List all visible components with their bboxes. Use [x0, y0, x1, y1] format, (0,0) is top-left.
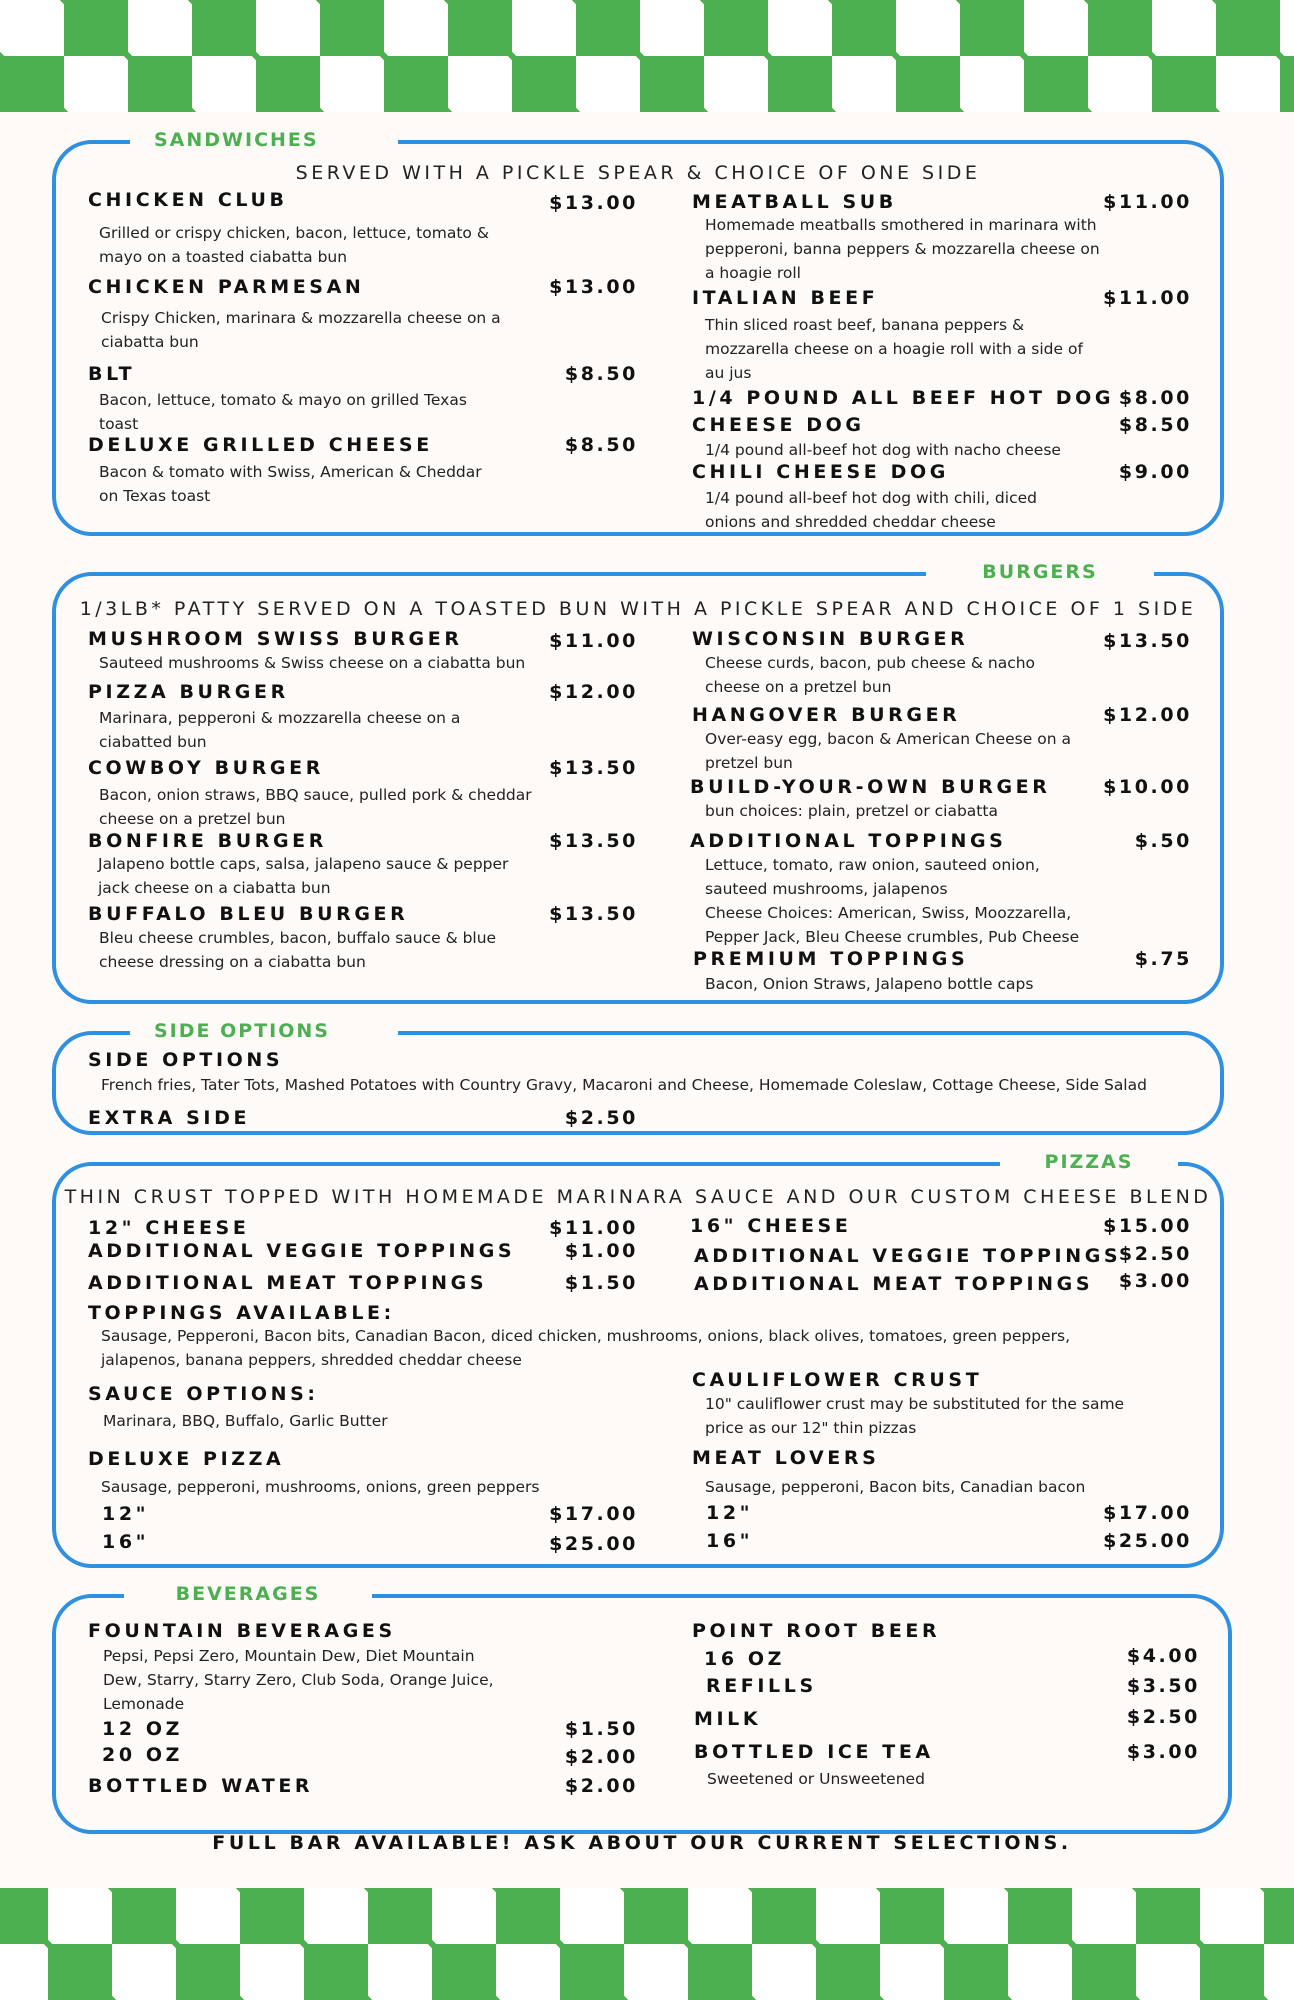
full-bar-notice: FULL BAR AVAILABLE! ASK ABOUT OUR CURRENT SELECTIONS. — [212, 1832, 1072, 1854]
item-description: Marinara, pepperoni & mozzarella cheese on a ciabatted bun — [99, 709, 461, 751]
item-description: Bleu cheese crumbles, bacon, buffalo sauce & blue cheese dressing on a ciabatta bun — [99, 929, 497, 971]
item-price: $8.50 — [1118, 414, 1192, 436]
item-name: CHEESE DOG — [692, 414, 865, 436]
pizza-12-meat-name: ADDITIONAL MEAT TOPPINGS — [88, 1272, 488, 1294]
checkered-border-top — [0, 0, 1294, 112]
item-name: WISCONSIN BURGER — [692, 628, 969, 650]
item-price: $13.00 — [549, 276, 638, 298]
size-12: 12" — [102, 1503, 150, 1525]
item-description: Homemade meatballs smothered in marinara with pepperoni, banna peppers & mozzarella cheese on a hoagie roll — [705, 216, 1100, 282]
pizza-16-veggie-name: ADDITIONAL VEGGIE TOPPINGS — [694, 1245, 1122, 1267]
item-name: BUILD-YOUR-OWN BURGER — [690, 776, 1051, 798]
price-20-oz: $2.00 — [564, 1746, 638, 1768]
pizza-16-veggie-price: $2.50 — [1118, 1243, 1192, 1265]
item-description: Grilled or crispy chicken, bacon, lettuce, tomato & mayo on a toasted ciabatta bun — [99, 224, 489, 266]
item-description: Bacon & tomato with Swiss, American & Cheddar on Texas toast — [99, 463, 482, 505]
item-description: Sauteed mushrooms & Swiss cheese on a ciabatta bun — [99, 654, 526, 672]
section-title: PIZZAS — [1000, 1151, 1178, 1173]
checkered-border-bottom — [0, 1888, 1294, 2000]
item-name: SAUCE OPTIONS: — [88, 1383, 319, 1405]
refills-label: REFILLS — [706, 1675, 817, 1697]
section-title: SIDE OPTIONS — [130, 1020, 398, 1042]
item-description: Thin sliced roast beef, banana peppers & mozzarella cheese on a hoagie roll with a side of au jus — [705, 316, 1083, 382]
item-name: TOPPINGS AVAILABLE: — [88, 1302, 395, 1324]
item-name: DELUXE PIZZA — [88, 1448, 285, 1470]
pizza-12-cheese-price: $11.00 — [549, 1217, 638, 1239]
item-name: HANGOVER BURGER — [692, 704, 961, 726]
item-name: SIDE OPTIONS — [88, 1049, 284, 1071]
item-price: $13.50 — [549, 830, 638, 852]
size-16-oz: 16 OZ — [704, 1648, 785, 1670]
item-description: Marinara, BBQ, Buffalo, Garlic Butter — [103, 1412, 388, 1430]
item-name: MEAT LOVERS — [692, 1447, 880, 1469]
item-name: CAULIFLOWER CRUST — [692, 1369, 983, 1391]
item-price: $13.50 — [549, 757, 638, 779]
item-name: CHICKEN PARMESAN — [88, 276, 365, 298]
item-price: $2.50 — [1126, 1706, 1200, 1728]
item-price: $11.00 — [549, 630, 638, 652]
section-title: SANDWICHES — [130, 129, 398, 151]
pizza-16-meat-name: ADDITIONAL MEAT TOPPINGS — [694, 1273, 1094, 1295]
section-subtitle: 1/3LB* PATTY SERVED ON A TOASTED BUN WITH A PICKLE SPEAR AND CHOICE OF 1 SIDE — [79, 598, 1197, 620]
item-description: bun choices: plain, pretzel or ciabatta — [705, 802, 998, 820]
section-subtitle: THIN CRUST TOPPED WITH HOMEMADE MARINARA SAUCE AND OUR CUSTOM CHEESE BLEND — [64, 1186, 1212, 1208]
pizza-12-cheese-name: 12" CHEESE — [88, 1217, 250, 1239]
item-name: 1/4 POUND ALL BEEF HOT DOG — [692, 387, 1115, 409]
item-description: Pepsi, Pepsi Zero, Mountain Dew, Diet Mountain Dew, Starry, Starry Zero, Club Soda, Orange Juice, Lemonade — [103, 1647, 494, 1713]
item-description: Bacon, onion straws, BBQ sauce, pulled pork & cheddar cheese on a pretzel bun — [99, 786, 532, 828]
item-price: $9.00 — [1118, 461, 1192, 483]
item-price: $.50 — [1134, 830, 1192, 852]
size-16: 16" — [706, 1530, 754, 1552]
item-description: Cheese curds, bacon, pub cheese & nacho cheese on a pretzel bun — [705, 654, 1036, 696]
cheese-choices: Cheese Choices: American, Swiss, Moozzarella, Pepper Jack, Bleu Cheese crumbles, Pub Cheese — [705, 904, 1080, 946]
item-name: BONFIRE BURGER — [88, 830, 327, 852]
item-name: ADDITIONAL TOPPINGS — [690, 830, 1007, 852]
item-name: ITALIAN BEEF — [692, 287, 879, 309]
section-subtitle: SERVED WITH A PICKLE SPEAR & CHOICE OF ONE SIDE — [295, 162, 981, 184]
item-name: MUSHROOM SWISS BURGER — [88, 628, 463, 650]
size-20-oz: 20 OZ — [102, 1744, 183, 1766]
price-refills: $3.50 — [1126, 1675, 1200, 1697]
item-description: Over-easy egg, bacon & American Cheese on a pretzel bun — [705, 730, 1071, 772]
item-name: BUFFALO BLEU BURGER — [88, 903, 409, 925]
item-name: PREMIUM TOPPINGS — [693, 948, 969, 970]
item-name: FOUNTAIN BEVERAGES — [88, 1620, 396, 1642]
item-name: BOTTLED ICE TEA — [694, 1741, 934, 1763]
item-description: Sausage, Pepperoni, Bacon bits, Canadian Bacon, diced chicken, mushrooms, onions, black olives, tomatoes, green peppers, jalapenos, banana peppers, shredded cheddar cheese — [101, 1327, 1071, 1369]
item-price: $.75 — [1134, 948, 1192, 970]
item-name: BOTTLED WATER — [88, 1775, 314, 1797]
size-16: 16" — [102, 1531, 150, 1553]
item-price: $13.50 — [549, 903, 638, 925]
item-description: Sausage, pepperoni, Bacon bits, Canadian bacon — [705, 1478, 1086, 1496]
item-price: $11.00 — [1103, 191, 1192, 213]
item-description: Jalapeno bottle caps, salsa, jalapeno sauce & pepper jack cheese on a ciabatta bun — [98, 855, 509, 897]
item-price: $2.50 — [564, 1107, 638, 1129]
item-price: $12.00 — [1103, 704, 1192, 726]
item-description: Bacon, Onion Straws, Jalapeno bottle caps — [705, 975, 1034, 993]
price-12: $17.00 — [1103, 1502, 1192, 1524]
item-name: PIZZA BURGER — [88, 681, 289, 703]
item-name: COWBOY BURGER — [88, 757, 324, 779]
item-name: CHICKEN CLUB — [88, 189, 288, 211]
item-name: BLT — [88, 363, 136, 385]
item-price: $3.00 — [1126, 1741, 1200, 1763]
size-12: 12" — [706, 1502, 754, 1524]
price-16-oz: $4.00 — [1126, 1645, 1200, 1667]
item-description: Sausage, pepperoni, mushrooms, onions, green peppers — [101, 1478, 540, 1496]
pizza-16-cheese-name: 16" CHEESE — [690, 1215, 852, 1237]
item-description: 1/4 pound all-beef hot dog with chili, diced onions and shredded cheddar cheese — [705, 489, 1037, 531]
pizza-16-cheese-price: $15.00 — [1103, 1215, 1192, 1237]
price-12-oz: $1.50 — [564, 1718, 638, 1740]
item-price: $11.00 — [1103, 287, 1192, 309]
price-12: $17.00 — [549, 1503, 638, 1525]
item-description: 1/4 pound all-beef hot dog with nacho cheese — [705, 441, 1061, 459]
item-description: French fries, Tater Tots, Mashed Potatoes with Country Gravy, Macaroni and Cheese, Homemade Coleslaw, Cottage Cheese, Side Salad — [101, 1076, 1147, 1094]
price-16: $25.00 — [1103, 1530, 1192, 1552]
item-name: EXTRA SIDE — [88, 1107, 251, 1129]
section-title: BEVERAGES — [124, 1583, 372, 1605]
item-price: $2.00 — [564, 1775, 638, 1797]
size-12-oz: 12 OZ — [102, 1718, 183, 1740]
item-description: Bacon, lettuce, tomato & mayo on grilled Texas toast — [99, 391, 467, 433]
item-price: $13.00 — [549, 192, 638, 214]
item-price: $8.00 — [1118, 387, 1192, 409]
pizza-12-veggie-name: ADDITIONAL VEGGIE TOPPINGS — [88, 1240, 516, 1262]
item-price: $12.00 — [549, 681, 638, 703]
item-price: $10.00 — [1103, 776, 1192, 798]
item-name: MILK — [694, 1708, 762, 1730]
item-name: CHILI CHEESE DOG — [692, 461, 949, 483]
item-price: $13.50 — [1103, 630, 1192, 652]
item-name: POINT ROOT BEER — [692, 1620, 941, 1642]
pizza-12-veggie-price: $1.00 — [564, 1240, 638, 1262]
item-description: Lettuce, tomato, raw onion, sauteed onion, sauteed mushrooms, jalapenos — [705, 856, 1040, 898]
section-title: BURGERS — [926, 561, 1154, 583]
item-name: MEATBALL SUB — [692, 191, 897, 213]
item-name: DELUXE GRILLED CHEESE — [88, 434, 433, 456]
item-description: Sweetened or Unsweetened — [707, 1770, 925, 1788]
item-description: Crispy Chicken, marinara & mozzarella cheese on a ciabatta bun — [101, 309, 501, 351]
pizza-12-meat-price: $1.50 — [564, 1272, 638, 1294]
price-16: $25.00 — [549, 1533, 638, 1555]
item-description: 10" cauliflower crust may be substituted for the same price as our 12" thin pizzas — [705, 1395, 1125, 1437]
item-price: $8.50 — [564, 434, 638, 456]
pizza-16-meat-price: $3.00 — [1118, 1270, 1192, 1292]
item-price: $8.50 — [564, 363, 638, 385]
